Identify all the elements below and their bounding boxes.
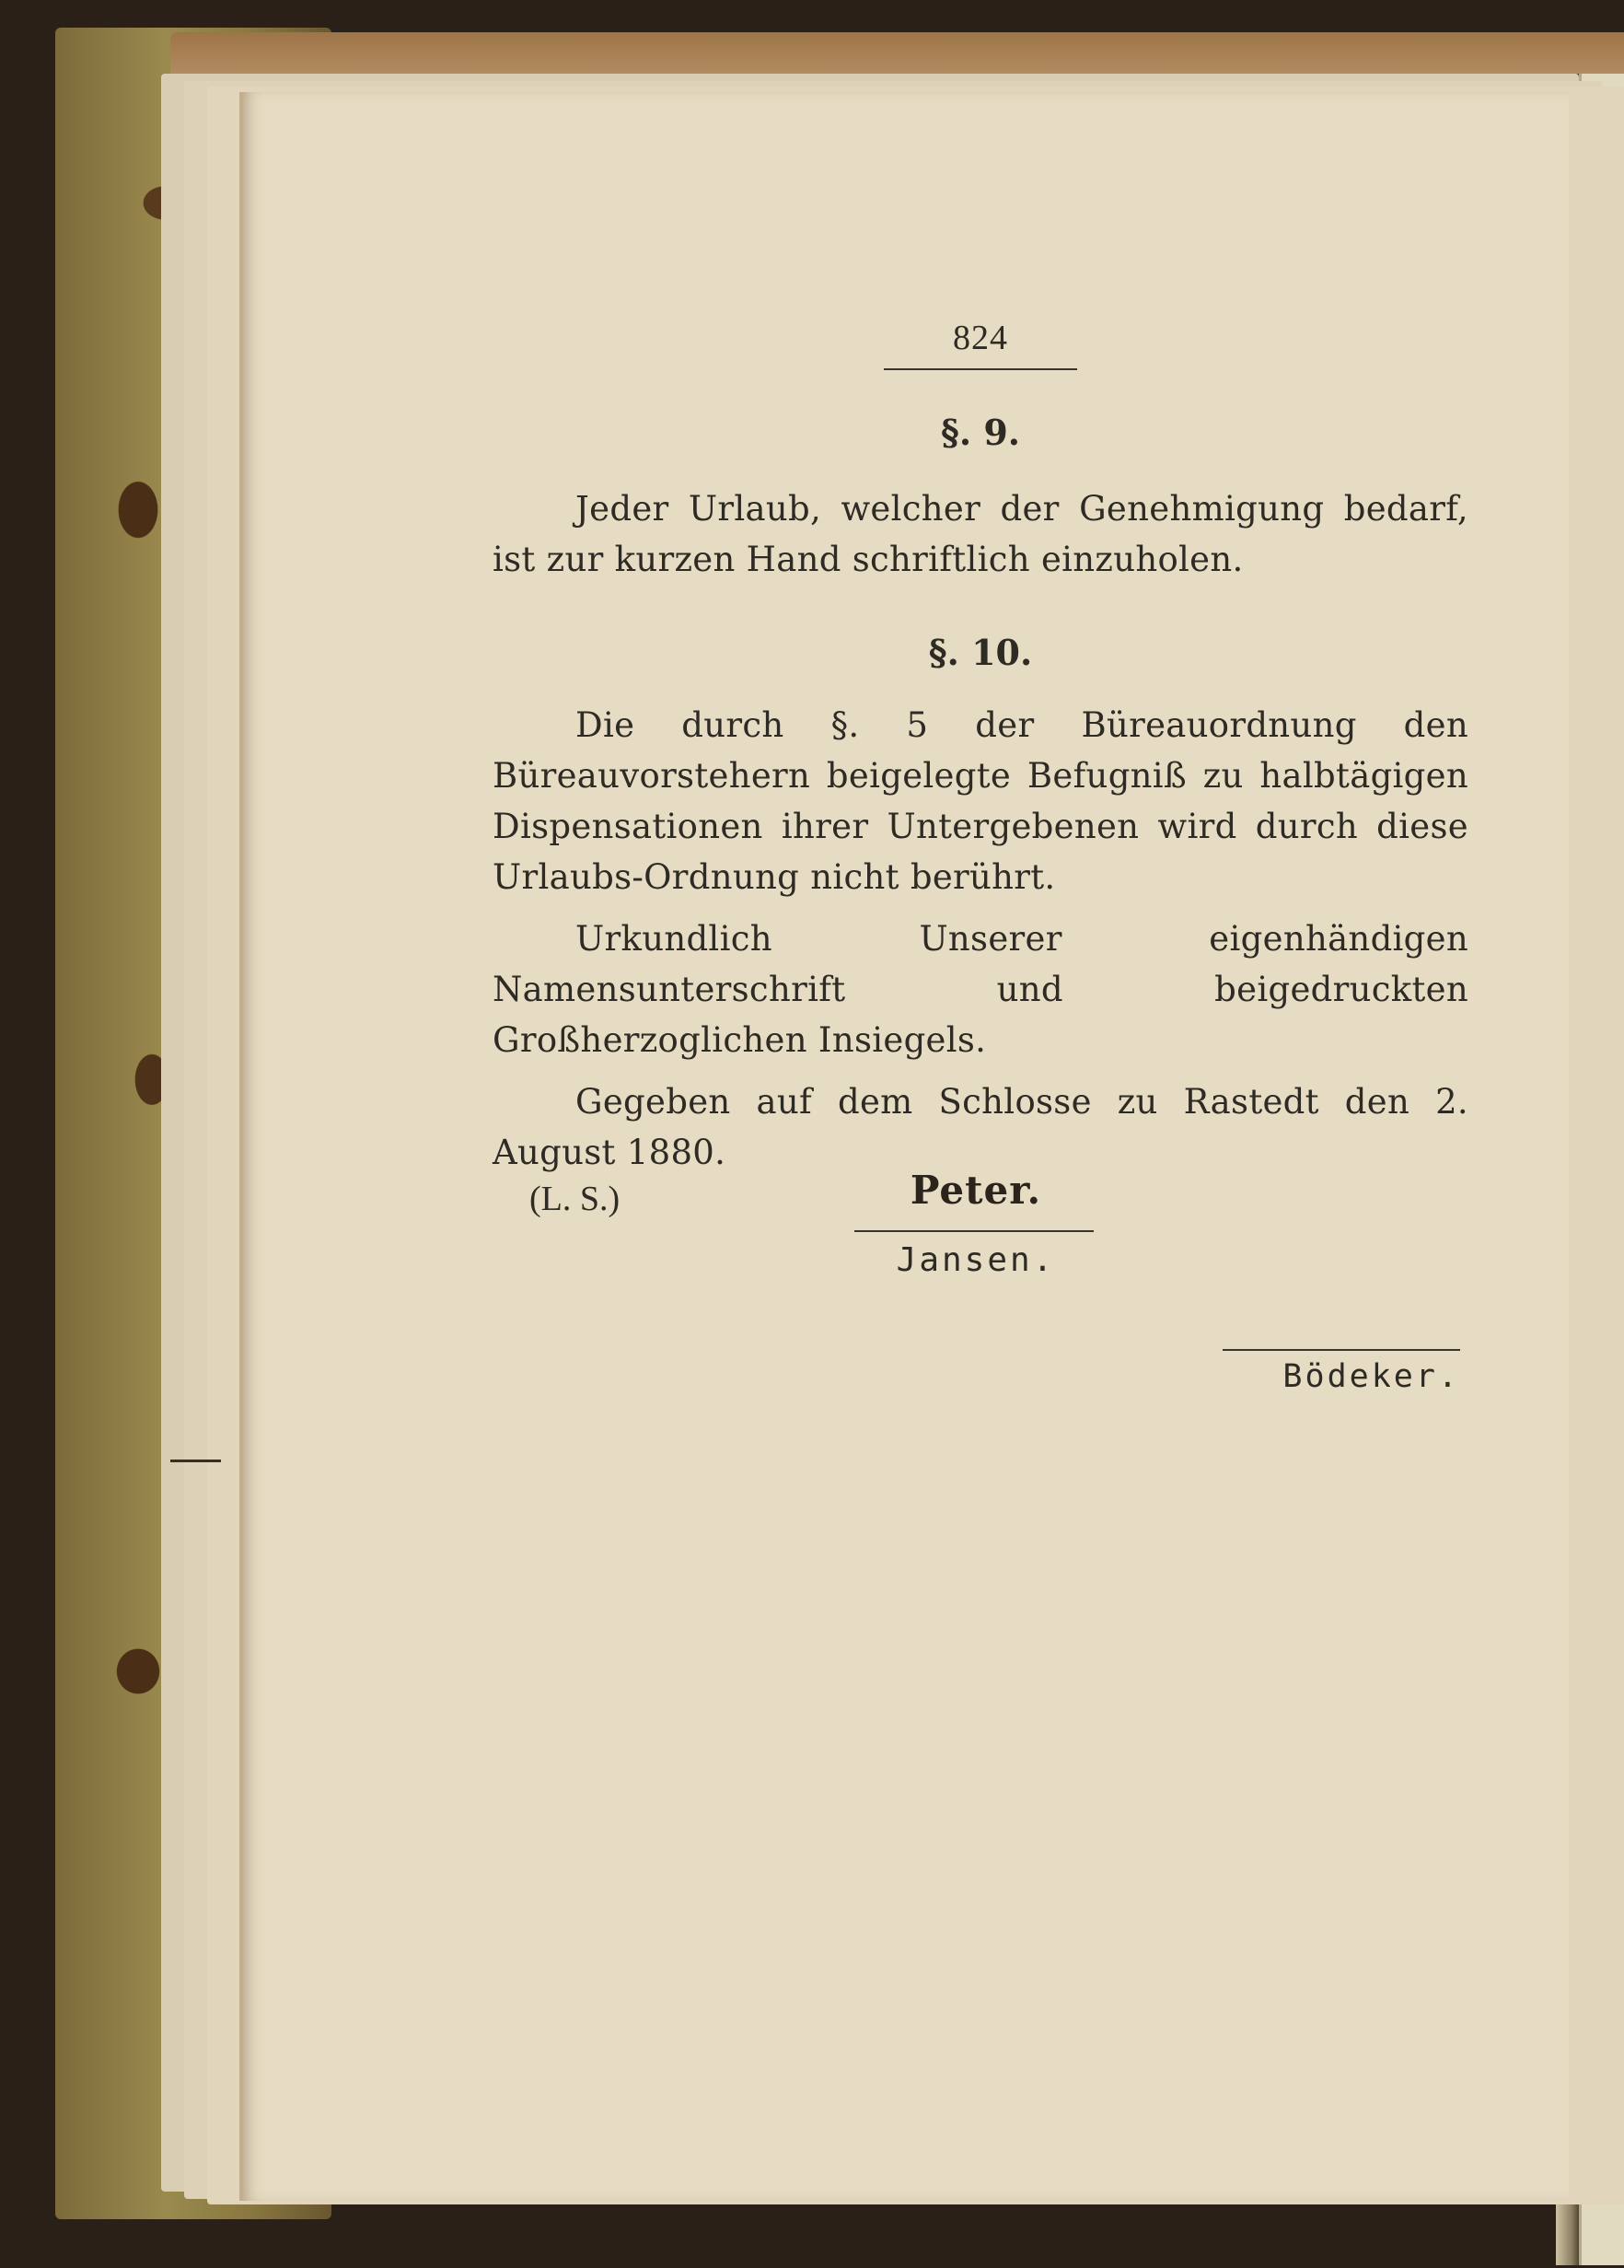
signature-rule: [1223, 1349, 1460, 1351]
signature-sovereign: Peter.: [910, 1168, 1042, 1213]
page-tear: [170, 1460, 221, 1462]
signature-countersign: Bödeker.: [1282, 1358, 1460, 1395]
section-heading-10: §. 10.: [928, 632, 1033, 673]
seal-mark: (L. S.): [529, 1180, 621, 1218]
signature-minister: Jansen.: [896, 1241, 1056, 1279]
section-heading-9: §. 9.: [940, 412, 1020, 453]
paragraph: Gegeben auf dem Schlosse zu Rastedt den 2. August 1880.: [493, 1082, 1468, 1172]
section-9-body: [493, 483, 1468, 585]
paragraph: Jeder Urlaub, welcher der Genehmigung bedarf, ist zur kurzen Hand schriftlich einzuholen.: [493, 489, 1468, 579]
paragraph: Urkundlich Unserer eigenhändigen Namensunterschrift und beigedruckten Großherzoglichen Insiegels.: [493, 919, 1468, 1060]
page-number: 824: [953, 319, 1008, 357]
signature-rule: [854, 1230, 1094, 1232]
section-10-body: [493, 700, 1468, 1178]
paragraph: Die durch §. 5 der Büreauordnung den Büreauvorstehern beigelegte Befugniß zu halbtägigen Dispensationen ihrer Untergebenen wird durch diese Urlaubs-Ordnung nicht berührt.: [493, 705, 1468, 897]
page-number-rule: [884, 368, 1077, 370]
